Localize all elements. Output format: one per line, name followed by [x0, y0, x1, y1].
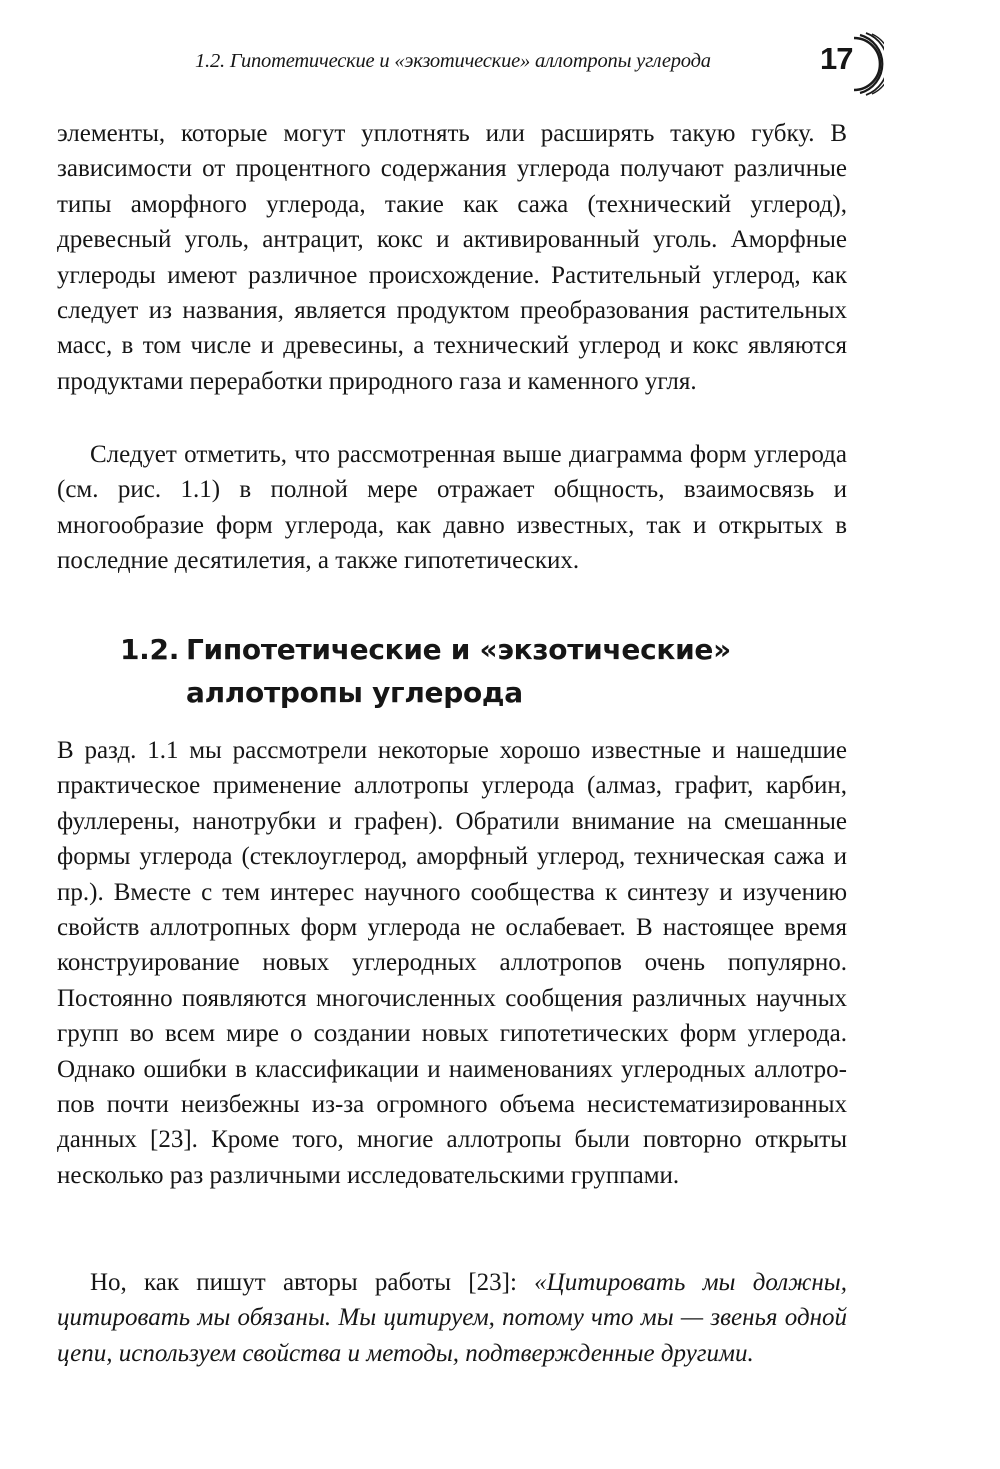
paragraph-4 — [57, 1265, 847, 1371]
paragraph-2: Следует отметить, что рассмотренная выше диаграмма форм углерода (см. рис. 1.1) в полной мере отражает общность, взаимосвязь и многообразие форм углерода, как давно известных, так и открытых в последние десятилетия, а также гипотетических. — [57, 441, 847, 575]
section-title-line-2: аллотропы углерода — [186, 676, 523, 709]
section-heading — [120, 628, 820, 714]
page-number-arcs-icon — [808, 32, 884, 96]
paragraph-1: элементы, которые могут уплотнять или расширять такую губку. В зависимости от процентного содержания углерода получают различные типы аморфного углерода, такие как сажа (технический углерод), древесный уголь, антрацит, кокс и активированный уголь. Аморфные углероды имеют различное происхождение. Растительный углерод, как следует из названия, является продуктом преобразования растительных масс, в том числе и древесины, а технический углерод и кокс являются продуктами переработки природного газа и каменного угля. — [57, 120, 847, 395]
running-head: 1.2. Гипотетические и «экзотические» аллотропы углерода — [195, 50, 711, 72]
page-number: 17 — [820, 41, 853, 76]
paragraph-4-quote: «Цитировать мы должны, цитировать мы обязаны. Мы цитируем, потому что мы — звенья одной цепи, используем свойства и методы, подтвержденные другими. — [57, 1269, 847, 1367]
section-title-line-1: Гипотетические и «экзотические» — [186, 633, 731, 666]
section-number: 1.2. — [120, 633, 180, 666]
paragraph-3: В разд. 1.1 мы рассмотрели некоторые хорошо известные и нашедшие практическое применение аллотропы углерода (алмаз, графит, карбин, фуллерены, нанотрубки и графен). Обратили внимание на смешанные формы углерода (стеклоуглерод, аморфный углерод, техническая сажа и пр.). Вместе с тем интерес научного сообщества к синтезу и изучению свойств аллотропных форм углерода не ослабевает. В настоящее время конструирование новых углеродных аллотропов очень популярно. Постоянно появляются многочисленных сообщения различных научных групп во всем мире о создании новых гипотетических форм углерода. Однако ошибки в классификации и наименованиях углеродных аллотропов почти неизбежны из-за огромного объема несистематизированных данных [23]. Кроме того, многие аллотропы были повторно открыты несколько раз различными исследовательскими группами. — [57, 737, 847, 1189]
paragraph-4-lead: Но, как пишут авторы работы [23]: — [90, 1269, 535, 1296]
